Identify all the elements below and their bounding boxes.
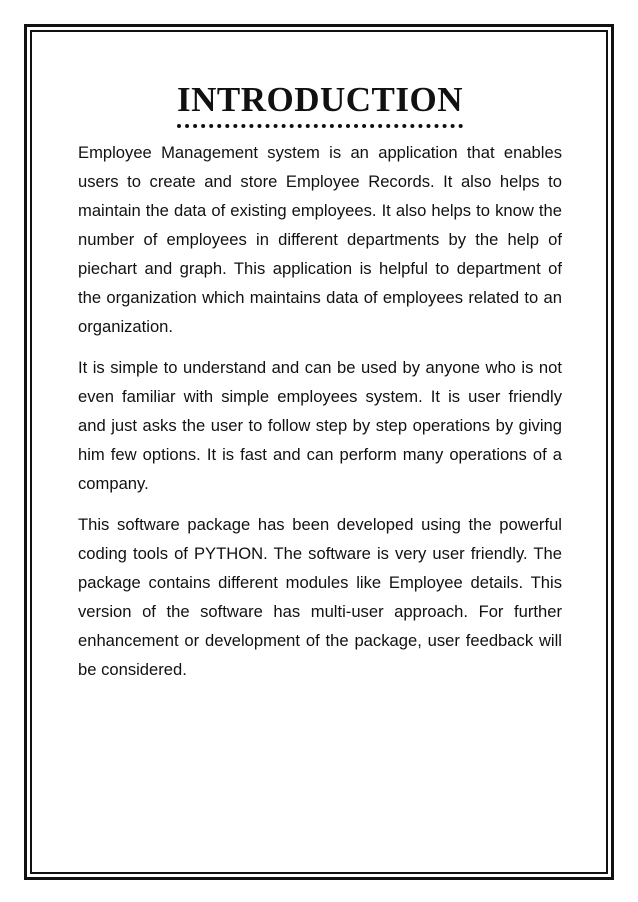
paragraph-usability: It is simple to understand and can be used by anyone who is not even familiar with simple employees system. It is user friendly and just asks the user to follow step by step operations by giving him few options. It is fast and can perform many operations of a company. <box>78 358 562 493</box>
page-title <box>78 80 562 128</box>
paragraph-development: This software package has been developed using the powerful coding tools of PYTHON. The software is very user friendly. The package contains different modules like Employee details. This version of the software has multi-user approach. For further enhancement or development of the package, user feedback will be considered. <box>78 515 562 679</box>
paragraph-intro: Employee Management system is an application that enables users to create and store Employee Records. It also helps to maintain the data of existing employees. It also helps to know the number of employees in different departments by the help of piechart and graph. This application is helpful to department of the organization which maintains data of employees related to an organization. <box>78 143 562 336</box>
page-title-text: INTRODUCTION <box>177 80 463 128</box>
document-body <box>78 80 562 696</box>
